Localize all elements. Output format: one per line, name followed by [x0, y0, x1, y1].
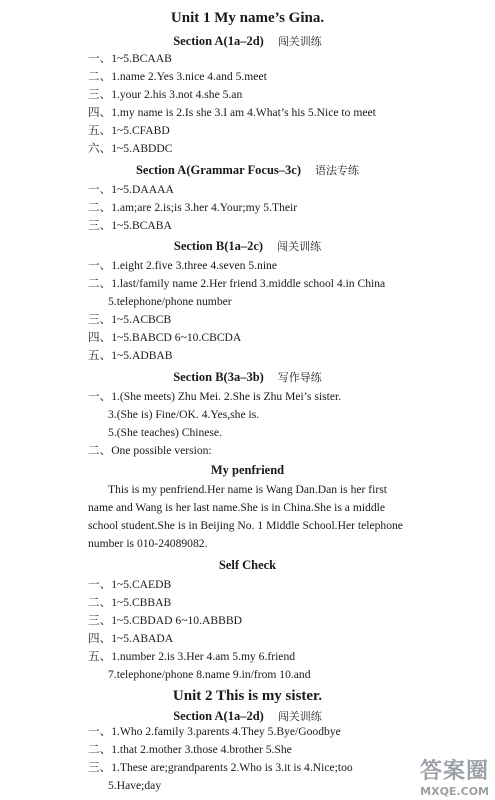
line-text: 四、1.my name is 2.Is she 3.I am 4.What’s his 5.Nice to meet	[88, 106, 376, 119]
line-text: Unit 1 My name’s Gina.	[170, 10, 325, 26]
answer-line	[88, 595, 491, 611]
line-text: 一、1~5.BCAAB	[88, 52, 172, 65]
line-text: 三、1~5.BCABA	[88, 219, 172, 232]
line-text: 3.(She is) Fine/OK. 4.Yes,she is.	[108, 408, 260, 421]
answer-line	[88, 536, 491, 552]
answer-line	[88, 276, 491, 292]
section-tag: 语法专练	[315, 164, 359, 177]
line-text: Section A(1a–2d)	[173, 709, 264, 723]
answer-line	[88, 613, 491, 629]
line-text: 五、1.number 2.is 3.Her 4.am 5.my 6.friend	[88, 650, 296, 663]
watermark	[420, 754, 489, 798]
line-text: Section A(Grammar Focus–3c)	[135, 163, 301, 177]
subheading	[0, 557, 495, 573]
line-text: 7.telephone/phone 8.name 9.in/from 10.and	[108, 668, 311, 681]
line-text: 二、1~5.CBBAB	[88, 596, 172, 609]
unit-heading	[0, 10, 495, 26]
answer-line	[88, 500, 491, 516]
line-text: 二、1.name 2.Yes 3.nice 4.and 5.meet	[88, 70, 267, 83]
line-text: Section B(3a–3b)	[173, 370, 264, 384]
answer-line	[88, 330, 491, 346]
section-heading	[0, 708, 495, 725]
line-text: My penfriend	[210, 463, 285, 477]
line-text: 5.(She teaches) Chinese.	[108, 426, 222, 439]
line-text: 三、1~5.ACBCB	[88, 313, 172, 326]
line-text: This is my penfriend.Her name is Wang Dan.Dan is her first	[108, 483, 387, 496]
line-text: 五、1~5.CFABD	[88, 124, 170, 137]
section-tag: 闯关训练	[277, 710, 322, 723]
watermark-logo: 答案圈	[419, 759, 489, 784]
line-text: 六、1~5.ABDDC	[88, 142, 173, 155]
answer-line	[108, 407, 491, 423]
section-heading	[0, 238, 495, 255]
section-tag: 闯关训练	[277, 240, 322, 253]
line-text: 五、1~5.ADBAB	[88, 349, 173, 362]
line-text: Section B(1a–2c)	[173, 239, 264, 253]
answer-line	[88, 69, 491, 85]
watermark-url: MXQE.COM	[420, 785, 489, 798]
answer-line	[88, 518, 491, 534]
answer-line	[88, 258, 491, 274]
section-heading	[0, 33, 495, 50]
answer-line	[108, 425, 491, 441]
subheading	[0, 462, 495, 478]
answer-line	[88, 87, 491, 103]
line-text: 一、1~5.CAEDB	[88, 578, 172, 591]
answer-line	[88, 577, 491, 593]
answer-line	[88, 123, 491, 139]
line-text: name and Wang is her last name.She is in China.She is a middle	[88, 501, 386, 514]
line-text: 四、1~5.ABADA	[88, 632, 174, 645]
line-text: 三、1.These are;grandparents 2.Who is 3.it is 4.Nice;too	[88, 761, 353, 774]
line-text: 二、One possible version:	[88, 444, 212, 457]
answer-line	[88, 141, 491, 157]
answer-line	[88, 312, 491, 328]
answer-line	[88, 105, 491, 121]
answer-line	[108, 482, 491, 498]
answer-line	[88, 389, 491, 405]
line-text: 一、1.Who 2.family 3.parents 4.They 5.Bye/Goodbye	[88, 725, 341, 738]
line-text: school student.She is in Beijing No. 1 Middle School.Her telephone	[88, 519, 403, 532]
line-text: 一、1~5.DAAAA	[88, 183, 174, 196]
line-text: 二、1.last/family name 2.Her friend 3.middle school 4.in China	[88, 277, 386, 290]
line-text: 二、1.am;are 2.is;is 3.her 4.Your;my 5.Their	[88, 201, 298, 214]
line-text: 二、1.that 2.mother 3.those 4.brother 5.She	[88, 743, 292, 756]
section-tag: 写作导练	[277, 371, 322, 384]
answer-line	[88, 724, 491, 740]
line-text: Self Check	[218, 558, 277, 572]
section-tag: 闯关训练	[277, 35, 322, 48]
line-text: 三、1.your 2.his 3.not 4.she 5.an	[88, 88, 243, 101]
answer-line	[88, 200, 491, 216]
line-text: number is 010-24089082.	[88, 537, 208, 550]
line-text: 5.Have;day	[108, 779, 162, 792]
answer-line	[108, 667, 491, 683]
answer-line	[88, 182, 491, 198]
section-heading	[0, 369, 495, 386]
answer-line	[88, 348, 491, 364]
line-text: 一、1.(She meets) Zhu Mei. 2.She is Zhu Mei’s sister.	[88, 390, 342, 403]
line-text: 四、1~5.BABCD 6~10.CBCDA	[88, 331, 242, 344]
section-heading	[0, 162, 495, 179]
unit-heading	[0, 688, 495, 704]
answer-line	[88, 649, 491, 665]
line-text: Section A(1a–2d)	[173, 34, 264, 48]
answer-line	[88, 218, 491, 234]
line-text: 5.telephone/phone number	[108, 295, 232, 308]
line-text: 三、1~5.CBDAD 6~10.ABBBD	[88, 614, 242, 627]
answer-line	[108, 294, 491, 310]
line-text: 一、1.eight 2.five 3.three 4.seven 5.nine	[88, 259, 277, 272]
answer-line	[88, 631, 491, 647]
line-text: Unit 2 This is my sister.	[172, 688, 323, 704]
answer-line	[88, 51, 491, 67]
answer-line	[88, 443, 491, 459]
